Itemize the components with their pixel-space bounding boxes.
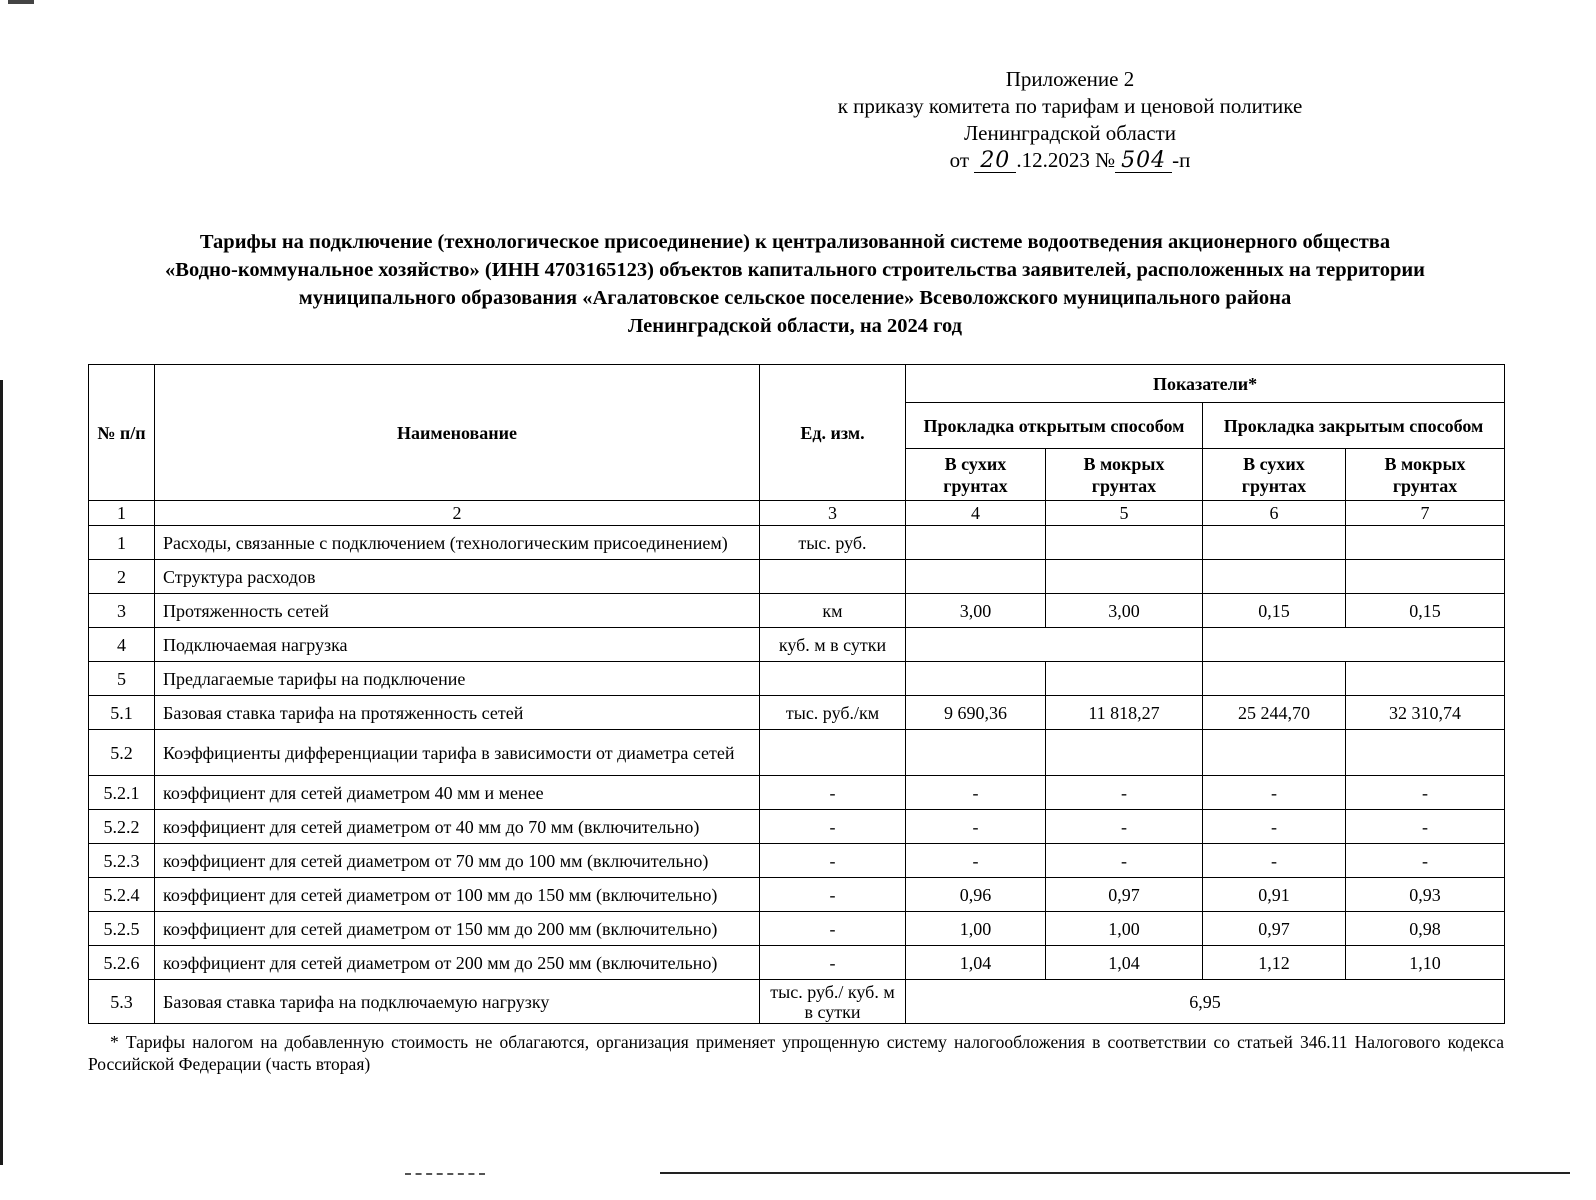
row-value-closed-dry bbox=[1203, 662, 1346, 696]
row-name: Базовая ставка тарифа на протяженность сетей bbox=[155, 696, 760, 730]
title-line-3: муниципального образования «Агалатовское сельское поселение» Всеволожского муниципального района bbox=[298, 287, 1292, 309]
row-unit: тыс. руб./ куб. м в сутки bbox=[760, 980, 906, 1024]
row-value-open-dry bbox=[906, 662, 1046, 696]
row-value-closed-wet: 0,15 bbox=[1346, 594, 1505, 628]
row-name: Структура расходов bbox=[155, 560, 760, 594]
row-value-open-dry: 1,00 bbox=[906, 912, 1046, 946]
row-value-closed-dry: 1,12 bbox=[1203, 946, 1346, 980]
row-value-closed-dry: 0,15 bbox=[1203, 594, 1346, 628]
row-name: Подключаемая нагрузка bbox=[155, 628, 760, 662]
row-value-open-wet bbox=[1046, 560, 1203, 594]
row-value-open-dry bbox=[906, 560, 1046, 594]
row-num: 5 bbox=[89, 662, 155, 696]
table-row bbox=[89, 878, 1505, 912]
row-value-open-wet: 11 818,27 bbox=[1046, 696, 1203, 730]
row-num: 5.2.2 bbox=[89, 810, 155, 844]
row-value-open-wet: 3,00 bbox=[1046, 594, 1203, 628]
row-value-closed-wet: 0,93 bbox=[1346, 878, 1505, 912]
scan-artifact-top bbox=[8, 0, 34, 4]
appendix-header bbox=[790, 66, 1350, 174]
row-value-closed-dry: 0,91 bbox=[1203, 878, 1346, 912]
scan-edge-bottom bbox=[660, 1172, 1570, 1174]
row-value-open-dry: - bbox=[906, 776, 1046, 810]
column-number: 2 bbox=[155, 501, 760, 526]
appendix-date-line bbox=[790, 147, 1350, 174]
row-unit: - bbox=[760, 878, 906, 912]
row-value-closed-wet bbox=[1346, 662, 1505, 696]
appendix-order-ref: к приказу комитета по тарифам и ценовой политике bbox=[837, 94, 1303, 118]
row-value-open-dry bbox=[906, 526, 1046, 560]
handwritten-day: 20 bbox=[974, 150, 1016, 173]
header-open-wet: В мокрых грунтах bbox=[1046, 449, 1203, 501]
row-value-open-dry: - bbox=[906, 844, 1046, 878]
row-value-open-wet: 0,97 bbox=[1046, 878, 1203, 912]
row-name: Протяженность сетей bbox=[155, 594, 760, 628]
table-row bbox=[89, 912, 1505, 946]
row-unit: - bbox=[760, 912, 906, 946]
row-unit bbox=[760, 560, 906, 594]
row-value-closed-wet: 0,98 bbox=[1346, 912, 1505, 946]
header-open-dry: В сухих грунтах bbox=[906, 449, 1046, 501]
row-value-closed-dry bbox=[1203, 526, 1346, 560]
row-value-open-wet: 1,04 bbox=[1046, 946, 1203, 980]
row-value-closed-dry bbox=[1203, 560, 1346, 594]
tariffs-table bbox=[88, 364, 1505, 1024]
row-value-open-dry bbox=[906, 730, 1046, 776]
row-name: Базовая ставка тарифа на подключаемую нагрузку bbox=[155, 980, 760, 1024]
row-unit: - bbox=[760, 844, 906, 878]
row-value-closed-wet bbox=[1346, 526, 1505, 560]
row-value-closed-wet: - bbox=[1346, 776, 1505, 810]
title-line-4: Ленинградской области, на 2024 год bbox=[628, 315, 962, 337]
row-num: 2 bbox=[89, 560, 155, 594]
table-row bbox=[89, 662, 1505, 696]
header-closed-method: Прокладка закрытым способом bbox=[1203, 403, 1505, 449]
row-value-open-dry: - bbox=[906, 810, 1046, 844]
row-value-closed-dry: - bbox=[1203, 810, 1346, 844]
row-name: коэффициент для сетей диаметром от 200 мм до 250 мм (включительно) bbox=[155, 946, 760, 980]
row-unit: км bbox=[760, 594, 906, 628]
table-row bbox=[89, 628, 1505, 662]
table-row bbox=[89, 594, 1505, 628]
table-row bbox=[89, 696, 1505, 730]
row-num: 5.2.1 bbox=[89, 776, 155, 810]
row-value-open bbox=[906, 628, 1203, 662]
header-indicators: Показатели* bbox=[906, 365, 1505, 403]
column-number-row bbox=[89, 501, 1505, 526]
row-value-open-dry: 1,04 bbox=[906, 946, 1046, 980]
row-num: 5.1 bbox=[89, 696, 155, 730]
row-value-open-dry: 3,00 bbox=[906, 594, 1046, 628]
row-num: 5.2.3 bbox=[89, 844, 155, 878]
header-name: Наименование bbox=[155, 365, 760, 501]
row-value-open-wet bbox=[1046, 526, 1203, 560]
column-number: 4 bbox=[906, 501, 1046, 526]
title-line-1: Тарифы на подключение (технологическое присоединение) к централизованной системе водоотведения акционерного общества bbox=[199, 231, 1391, 253]
table-row bbox=[89, 946, 1505, 980]
row-name: Расходы, связанные с подключением (технологическим присоединением) bbox=[155, 526, 760, 560]
row-num: 5.2.6 bbox=[89, 946, 155, 980]
row-unit bbox=[760, 662, 906, 696]
scan-artifact-dash bbox=[405, 1173, 485, 1175]
row-value-open-wet bbox=[1046, 730, 1203, 776]
appendix-number: Приложение 2 bbox=[1005, 67, 1135, 91]
row-name: коэффициент для сетей диаметром от 150 мм до 200 мм (включительно) bbox=[155, 912, 760, 946]
table-row bbox=[89, 810, 1505, 844]
row-name: коэффициент для сетей диаметром от 100 мм до 150 мм (включительно) bbox=[155, 878, 760, 912]
row-value-closed-dry: 0,97 bbox=[1203, 912, 1346, 946]
row-num: 5.3 bbox=[89, 980, 155, 1024]
row-name: Коэффициенты дифференциации тарифа в зависимости от диаметра сетей bbox=[155, 730, 760, 776]
scan-edge-left bbox=[0, 380, 3, 1165]
table-row bbox=[89, 560, 1505, 594]
row-num: 5.2.5 bbox=[89, 912, 155, 946]
document-title bbox=[80, 228, 1510, 340]
row-unit: тыс. руб./км bbox=[760, 696, 906, 730]
column-number: 6 bbox=[1203, 501, 1346, 526]
table-row bbox=[89, 776, 1505, 810]
row-name: коэффициент для сетей диаметром от 40 мм до 70 мм (включительно) bbox=[155, 810, 760, 844]
row-name: Предлагаемые тарифы на подключение bbox=[155, 662, 760, 696]
column-number: 5 bbox=[1046, 501, 1203, 526]
column-number: 3 bbox=[760, 501, 906, 526]
header-num: № п/п bbox=[89, 365, 155, 501]
date-rest: .12.2023 № bbox=[1016, 148, 1116, 172]
row-value-open-wet bbox=[1046, 662, 1203, 696]
column-number: 7 bbox=[1346, 501, 1505, 526]
row-num: 5.2 bbox=[89, 730, 155, 776]
header-closed-dry: В сухих грунтах bbox=[1203, 449, 1346, 501]
table-row bbox=[89, 980, 1505, 1024]
row-value-all: 6,95 bbox=[906, 980, 1505, 1024]
row-value-closed-dry bbox=[1203, 730, 1346, 776]
date-prefix: от bbox=[949, 148, 970, 172]
row-value-open-dry: 9 690,36 bbox=[906, 696, 1046, 730]
row-value-closed-dry: - bbox=[1203, 844, 1346, 878]
row-num: 4 bbox=[89, 628, 155, 662]
row-unit: - bbox=[760, 810, 906, 844]
appendix-region: Ленинградской области bbox=[964, 121, 1176, 145]
row-unit: тыс. руб. bbox=[760, 526, 906, 560]
row-unit: - bbox=[760, 776, 906, 810]
row-name: коэффициент для сетей диаметром от 70 мм до 100 мм (включительно) bbox=[155, 844, 760, 878]
title-line-2: «Водно-коммунальное хозяйство» (ИНН 4703165123) объектов капитального строительства заявителей, расположенных на территории bbox=[165, 259, 1425, 281]
row-value-closed-wet: 32 310,74 bbox=[1346, 696, 1505, 730]
footnote: * Тарифы налогом на добавленную стоимость не облагаются, организация применяет упрощенную систему налогообложения в соответствии со статьей 346.11 Налогового кодекса Российской Федерации (часть вторая) bbox=[88, 1032, 1504, 1074]
table-row bbox=[89, 730, 1505, 776]
row-unit bbox=[760, 730, 906, 776]
row-value-open-wet: 1,00 bbox=[1046, 912, 1203, 946]
header-open-method: Прокладка открытым способом bbox=[906, 403, 1203, 449]
row-value-open-wet: - bbox=[1046, 776, 1203, 810]
row-num: 3 bbox=[89, 594, 155, 628]
row-value-closed-wet: 1,10 bbox=[1346, 946, 1505, 980]
row-value-closed bbox=[1203, 628, 1505, 662]
row-name: коэффициент для сетей диаметром 40 мм и менее bbox=[155, 776, 760, 810]
row-value-closed-wet bbox=[1346, 560, 1505, 594]
handwritten-order-number: 504 bbox=[1115, 150, 1172, 173]
table-row bbox=[89, 844, 1505, 878]
row-value-closed-wet bbox=[1346, 730, 1505, 776]
row-unit: куб. м в сутки bbox=[760, 628, 906, 662]
row-value-open-dry: 0,96 bbox=[906, 878, 1046, 912]
row-num: 1 bbox=[89, 526, 155, 560]
row-value-closed-dry: 25 244,70 bbox=[1203, 696, 1346, 730]
row-value-open-wet: - bbox=[1046, 844, 1203, 878]
row-value-closed-wet: - bbox=[1346, 844, 1505, 878]
table-row bbox=[89, 526, 1505, 560]
row-value-closed-dry: - bbox=[1203, 776, 1346, 810]
header-closed-wet: В мокрых грунтах bbox=[1346, 449, 1505, 501]
header-unit: Ед. изм. bbox=[760, 365, 906, 501]
column-number: 1 bbox=[89, 501, 155, 526]
row-unit: - bbox=[760, 946, 906, 980]
row-value-open-wet: - bbox=[1046, 810, 1203, 844]
row-num: 5.2.4 bbox=[89, 878, 155, 912]
order-suffix: -п bbox=[1172, 148, 1191, 172]
row-value-closed-wet: - bbox=[1346, 810, 1505, 844]
